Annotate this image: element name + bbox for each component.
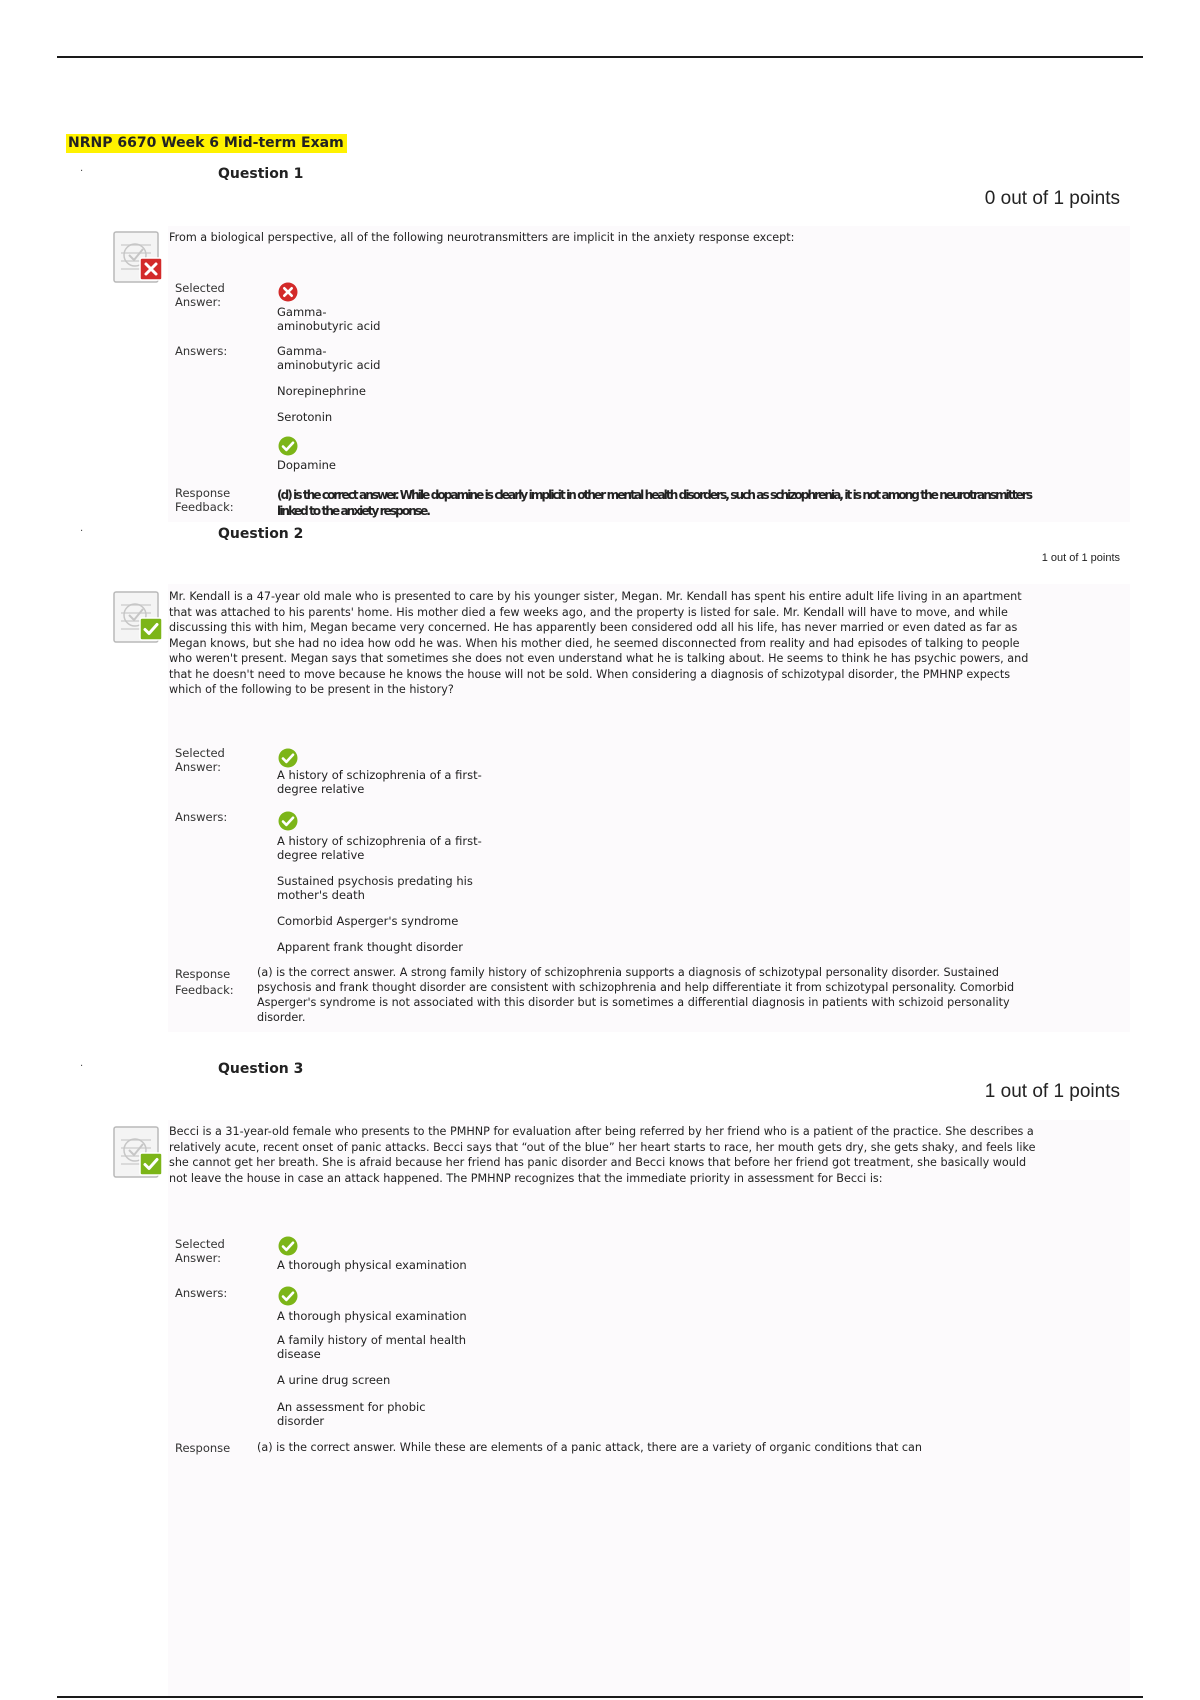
correct-icon [278, 1236, 298, 1256]
selected-answer-label: Selected Answer: [175, 1237, 225, 1265]
question-text: Becci is a 31-year-old female who presents to the PMHNP for evaluation after being referred by her friend who is a patient of the practice. She describes a relatively acute, recent onset of panic attacks. Becci says that “out of the blue” her heart starts to race, her mouth gets dry, she gets shaky, and feels like she cannot get her breath. She is afraid because her friend has panic disorder and Becci knows that before her friend got treatment, she basically would not leave the house in case an attack happened. The PMHNP recognizes that the immediate priority in assessment for Becci is: [169, 1125, 1036, 1185]
question-points: 1 out of 1 points [984, 1081, 1120, 1102]
bullet: · [80, 526, 84, 537]
response-feedback-label: Response Feedback: [175, 486, 234, 514]
response-feedback-label: Response [175, 1441, 231, 1455]
answer-option: Norepinephrine [277, 384, 366, 398]
question-title: Question 2 [218, 526, 304, 542]
answer-option-correct: A thorough physical examination [277, 1309, 467, 1323]
selected-answer-label: Selected Answer: [175, 281, 225, 309]
correct-answer-icon [278, 1286, 298, 1306]
answer-option: Gamma- aminobutyric acid [277, 344, 381, 372]
question-text: Mr. Kendall is a 47-year old male who is presented to care by his younger sister, Megan. Mr. Kendall has spent his entire adult life living in an apartment that was attached to his parents' home. His mother died a few weeks ago, and the property is listed for sale. Mr. Kendall will have to move, and while discussing this with him, Megan became very concerned. He has apparently been considered odd all his life, has never married or even dated as far as Megan knows, but she had no idea how odd he was. When his mother died, he seemed disconnected from reality and had episodes of talking to people who weren't present. Megan says that sometimes she does not even understand what he is talking about. He seems to think he has psychic powers, and that he doesn't need to move because he knows the house will not be sold. When considering a diagnosis of schizotypal disorder, the PMHNP expects which of the following to be present in the history? [169, 590, 1029, 696]
question-points: 1 out of 1 points [1041, 552, 1120, 564]
answer-option: An assessment for phobic disorder [277, 1400, 426, 1428]
selected-answer-label: Selected Answer: [175, 746, 225, 774]
answer-option: A family history of mental health disease [277, 1333, 466, 1361]
selected-answer-text: A thorough physical examination [277, 1258, 467, 1272]
header-rule [57, 56, 1143, 58]
response-feedback-text: (d) is the correct answer. While dopamine is clearly implicit in other mental health disorders, such as schizophrenia, it is not among the neurotransmitters linked to the anxiety response. [277, 488, 1032, 518]
incorrect-badge-icon [139, 257, 163, 281]
answer-option: Serotonin [277, 410, 333, 424]
exam-title: NRNP 6670 Week 6 Mid-term Exam [66, 134, 347, 153]
correct-answer-icon [278, 811, 298, 831]
question-status-icon [113, 589, 165, 645]
answers-label: Answers: [175, 344, 228, 358]
bullet: · [80, 1061, 84, 1072]
answer-option: Apparent frank thought disorder [277, 940, 463, 954]
selected-answer-text: Gamma- aminobutyric acid [277, 305, 381, 333]
question-status-icon [113, 1124, 165, 1180]
response-feedback-label: Response Feedback: [175, 967, 234, 997]
correct-badge-icon [139, 617, 163, 641]
answers-label: Answers: [175, 1286, 228, 1300]
question-panel [168, 226, 1130, 522]
question-title: Question 1 [218, 166, 304, 182]
question-points: 0 out of 1 points [984, 188, 1120, 209]
answer-option-correct: Dopamine [277, 458, 336, 472]
correct-answer-icon [278, 436, 298, 456]
bullet: · [80, 166, 84, 177]
correct-icon [278, 748, 298, 768]
answer-option: A urine drug screen [277, 1373, 391, 1387]
question-title: Question 3 [218, 1061, 304, 1077]
response-feedback-text: (a) is the correct answer. While these are elements of a panic attack, there are a variety of organic conditions that can [257, 1441, 922, 1454]
question-status-icon [113, 229, 165, 285]
answers-label: Answers: [175, 810, 228, 824]
correct-badge-icon [139, 1152, 163, 1176]
answer-option-correct: A history of schizophrenia of a first- degree relative [277, 834, 482, 862]
incorrect-icon [278, 282, 298, 302]
answer-option: Comorbid Asperger's syndrome [277, 914, 459, 928]
selected-answer-text: A history of schizophrenia of a first- degree relative [277, 768, 482, 796]
response-feedback-text: (a) is the correct answer. A strong family history of schizophrenia supports a diagnosis of schizotypal personality disorder. Sustained psychosis and frank thought disorder are consistent with schizophrenia and help differentiate it from schizotypal personality. Comorbid Asperger's syndrome is not associated with this disorder but is sometimes a differential diagnosis in patients with schizoid personality disorder. [257, 966, 1015, 1024]
answer-option: Sustained psychosis predating his mother's death [277, 874, 473, 902]
footer-rule [57, 1696, 1143, 1698]
question-text: From a biological perspective, all of the following neurotransmitters are implicit in the anxiety response except: [169, 231, 795, 244]
